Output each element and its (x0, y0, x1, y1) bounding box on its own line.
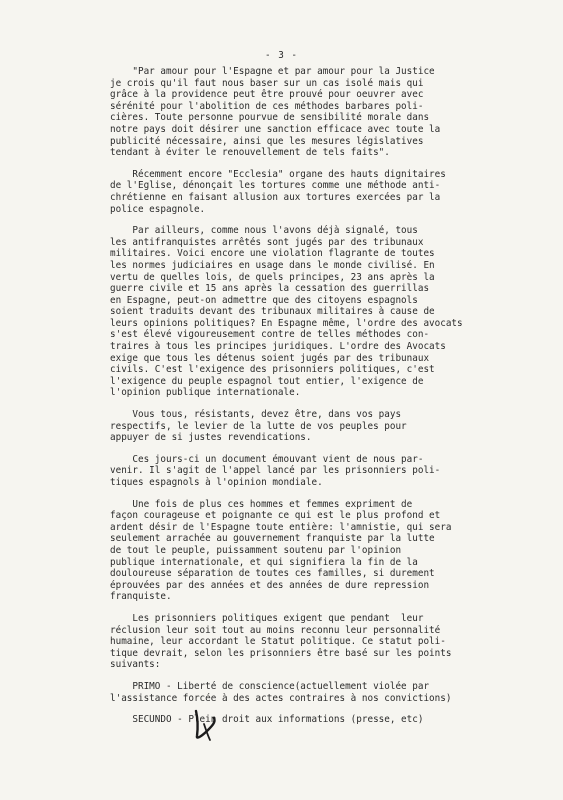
text-line: traires à tous les principes juridiques. L'ordre des Avocats (110, 341, 446, 353)
text-line: publicité nécessaire, ainsi que les mesures législatives (110, 135, 424, 147)
text-line: vertu de quelles lois, de quels principes, 23 ans après la (110, 271, 435, 283)
text-line: en Espagne, peut-on admettre que des citoyens espagnols (110, 294, 418, 306)
text-line: Ces jours-ci un document émouvant vient de nous par- (110, 453, 424, 465)
paragraph-1 (110, 66, 530, 159)
handwritten-mark-icon (186, 706, 226, 746)
text-line: seulement arrachée au gouvernement franquiste par la lutte (110, 533, 435, 545)
text-line: exige que tous les détenus soient jugés par des tribunaux (110, 352, 430, 364)
text-line: s'est élevé vigoureusement contre de telles méthodes con- (110, 329, 430, 341)
paragraph-8 (110, 681, 530, 704)
text-line: franquiste. (110, 591, 172, 603)
text-line: tiques espagnols à l'opinion mondiale. (110, 477, 323, 488)
text-line: venir. Il s'agit de l'appel lancé par les prisonniers poli- (110, 465, 441, 477)
paragraph-6 (110, 499, 530, 603)
text-line: respectifs, le levier de la lutte de vos peuples pour (110, 420, 407, 432)
text-line: chrétienne en faisant allusion aux tortures exercées par la (110, 191, 441, 203)
text-line: humaine, leur accordant le Statut politique. Ce statut poli- (110, 636, 446, 648)
text-line: l'exigence du peuple espagnol tout entier, l'exigence de (110, 375, 424, 387)
text-line: leurs opinions politiques? En Espagne même, l'ordre des avocats (110, 317, 463, 329)
text-line: tendant à éviter le renouvellement de tels faits". (110, 147, 390, 159)
text-line: façon courageuse et poignante ce qui est le plus profond et (110, 510, 441, 522)
paragraph-9 (110, 714, 530, 726)
text-line: de l'Eglise, dénonçait les tortures comme une méthode anti- (110, 180, 441, 192)
text-line: appuyer de si justes revendications. (110, 432, 312, 444)
text-line: réclusion leur soit tout au moins reconnu leur personnalité (110, 624, 441, 636)
text-line: civils. C'est l'exigence des prisonniers politiques, c'est (110, 364, 435, 376)
paragraph-4 (110, 409, 530, 444)
text-line: Une fois de plus ces hommes et femmes expriment de (110, 498, 413, 510)
text-line: les antifranquistes arrêtés sont jugés par des tribunaux (110, 236, 424, 248)
paragraph-5 (110, 454, 530, 489)
paragraph-3 (110, 225, 530, 399)
text-line: ardent désir de l'Espagne toute entière: l'amnistie, qui sera (110, 521, 452, 533)
text-line: Par ailleurs, comme nous l'avons déjà signalé, tous (110, 225, 418, 237)
text-line: SECUNDO - Plein droit aux informations (presse, etc) (110, 714, 424, 726)
text-line: PRIMO - Liberté de conscience(actuellement violée par (110, 680, 430, 692)
text-line: tique devrait, selon les prisonniers être basé sur les points (110, 647, 452, 659)
paragraph-7 (110, 613, 530, 671)
text-line: grâce à la providence peut être prouvé pour oeuvrer avec (110, 89, 424, 101)
text-line: police espagnole. (110, 203, 206, 215)
text-line: l'opinion publique internationale. (110, 387, 301, 399)
page-number: - 3 - (265, 50, 298, 61)
text-line: douloureuse séparation de toutes ces familles, si durement (110, 568, 435, 580)
text-line: militaires. Voici encore une violation flagrante de toutes (110, 248, 435, 260)
text-line: soient traduits devant des tribunaux militaires à cause de (110, 306, 435, 318)
text-line: je crois qu'il faut nous baser sur un cas isolé mais qui (110, 77, 424, 89)
text-line: sérénité pour l'abolition de ces méthodes barbares poli- (110, 100, 424, 112)
text-line: éprouvées par des années et des années de dure repression (110, 579, 430, 591)
text-line: suivants: (110, 659, 161, 671)
text-line: Récemment encore "Ecclesia" organe des hauts dignitaires (110, 168, 446, 180)
text-line: publique internationale, et qui signifiera la fin de la (110, 556, 418, 568)
text-line: de tout le peuple, puissamment soutenu par l'opinion (110, 544, 402, 556)
text-line: l'assistance forcée à des actes contraires à nos convictions) (110, 692, 452, 704)
document-body (110, 66, 530, 736)
text-line: notre pays doit désirer une sanction efficace avec toute la (110, 123, 441, 135)
text-line: Vous tous, résistants, devez être, dans vos pays (110, 409, 402, 421)
text-line: Les prisonniers politiques exigent que pendant leur (110, 612, 424, 624)
text-line: cières. Toute personne pourvue de sensibilité morale dans (110, 112, 430, 124)
text-line: "Par amour pour l'Espagne et par amour pour la Justice (110, 66, 435, 77)
text-line: guerre civile et 15 ans après la cessation des guerrillas (110, 283, 430, 295)
paragraph-2 (110, 169, 530, 215)
text-line: les normes judiciaires en usage dans le monde civilisé. En (110, 259, 435, 271)
